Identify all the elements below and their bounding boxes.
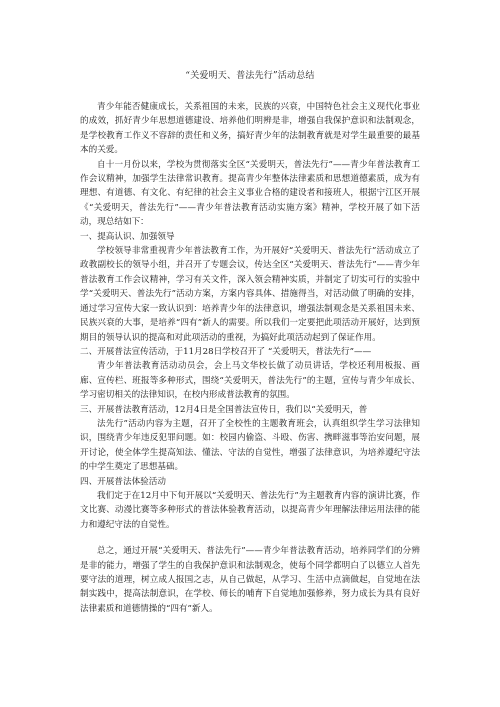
section-1-paragraph: 学校领导非常重视青少年普法教育工作，为开展好“关爱明天、普法先行”活动成立了政教副校长的领导小组，并召开了专题会议，传达全区“关爱明天、普法先行”——青少年普法教育工作会议精神，学习有关文件，深入领会精神实质，并制定了切实可行的实验中学“关爱明天、普法先行”活动方案，方案内容具体、措施得当，对活动做了明确的安排，通过学习宣传大家一致认识到：培养青少年的法律意识，增强法制观念是关系祖国未来、民族兴衰的大事，是培养“四有”新人的需要。所以我们一定要把此项活动开展好，达到预期目的领导认识的提高和对此项活动的重视，为搞好此项活动起到了保证作用。 bbox=[80, 246, 420, 343]
document-title: “关爱明天、普法先行”活动总结 bbox=[185, 71, 315, 81]
paragraph-gap bbox=[80, 532, 420, 544]
section-2-paragraph: 青少年普法教育活动动员会，会上马文华校长做了动员讲话，学校还利用板报、画廊、宣传栏、班报等多种形式，围绕“关爱明天，普法先行”的主题，宣传与青少年成长、学习密切相关的法律知识，在校内形成普法教育的氛围。 bbox=[80, 361, 420, 401]
conclusion-paragraph: 总之，通过开展“关爱明天、普法先行”——青少年普法教育活动，培养同学们的分辨是非的能力，增强了学生的自我保护意识和法制观念，使每个同学都明白了以德立人首先要守法的道理，树立成人报国之志，从自己做起，从学习、生活中点滴做起，自觉地在法制实践中，提高法制意识，在学校、师长的哺育下自觉地加强修养，努力成长为具有良好法律素质和道德情操的“四有”新人。 bbox=[80, 546, 420, 614]
intro-paragraph: 青少年能否健康成长，关系祖国的未来，民族的兴衰，中国特色社会主义现代化事业的成效，抓好青少年思想道德建设、培养他们明辨是非，增强自我保护意识和法制观念，是学校教育工作义不容辞的责任和义务，搞好青少年的法制教育就是对学生最重要的最基本的关爱。 bbox=[80, 102, 420, 156]
section-3-paragraph: 法先行”活动内容为主题，召开了全校性的主题教育班会，认真组织学生学习法律知识，围绕青少年违反犯罪问题。如：校园内偷盗、斗殴、伤害、携畔滋事等治安问题，展开讨论，使全体学生提高知法、懂法、守法的自觉性，增强了法律意识，为培养遵纪守法的中学生奠定了思想基础。 bbox=[80, 418, 420, 473]
section-heading-1: 一、提高认识、加强领导 bbox=[80, 231, 175, 242]
section-heading-2: 二、开展普法宣传活动，于11月28日学校召开了 “关爱明天，普法先行”—— bbox=[80, 346, 372, 357]
section-heading-3: 三、开展普法教育活动，12月4日是全国普法宣传日，我们以“关爱明天，普 bbox=[80, 404, 368, 415]
section-4-paragraph: 我们定于在12月中下旬开展以“关爱明天、普法先行”为主题教育内容的演讲比赛，作文比赛、动漫比赛等多种形式的普法体验教育活动，以提高青少年理解法律运用法律的能力和遵纪守法的自觉性。 bbox=[80, 490, 420, 530]
background-paragraph: 自十一月份以来，学校为贯彻落实全区“关爱明天，普法先行”——青少年普法教育工作会议精神，加强学生法律常识教育。提高青少年整体法律素质和思想道德素质，成为有理想、有道德、有文化、有纪律的社会主义事业合格的建设者和接班人，根据宁江区开展《“关爱明天，普法先行”——青少年普法教育活动实施方案》精神，学校开展了如下活动，现总结如下： bbox=[80, 159, 420, 228]
section-heading-4: 四、开展普法体验活动 bbox=[80, 476, 166, 487]
